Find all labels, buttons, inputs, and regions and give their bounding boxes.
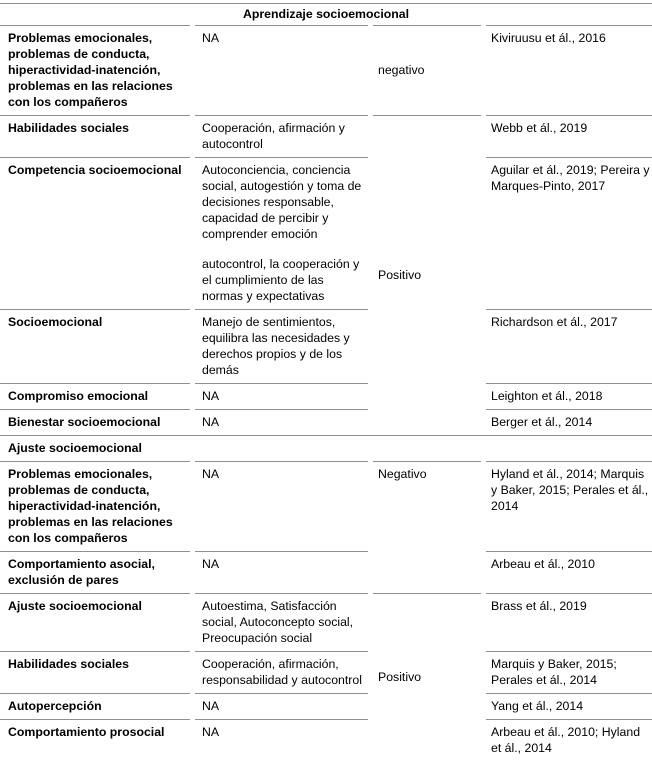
components-cell: Cooperación, afirmación, responsabilidad y autocontrol <box>195 651 368 693</box>
components-cell: Manejo de sentimientos, equilibra las necesidades y derechos propios y de los demás <box>195 309 368 383</box>
results-table <box>0 3 652 761</box>
components-paragraph-2: autocontrol, la cooperación y el cumplimiento de las normas y expectativas <box>202 257 360 303</box>
citation-cell: Webb et ál., 2019 <box>486 115 652 157</box>
direction-cell-negative-merged: Negativo <box>373 461 481 593</box>
citation-cell: Hyland et ál., 2014; Marquis y Baker, 2015; Perales et ál., 2014 <box>486 461 652 551</box>
components-cell: NA <box>195 693 368 719</box>
section-2-header: Ajuste socioemocional <box>0 435 652 461</box>
section-1-header: Aprendizaje socioemocional <box>0 3 652 25</box>
direction-cell-positive-merged: Positivo <box>373 115 481 435</box>
components-cell: NA <box>195 551 368 593</box>
direction-cell: negativo <box>373 25 481 115</box>
construct-cell: Problemas emocionales, problemas de conducta, hiperactividad-inatención, problemas en las relaciones con los compañeros <box>0 461 190 551</box>
construct-cell: Compromiso emocional <box>0 383 190 409</box>
citation-cell: Brass et ál., 2019 <box>486 593 652 651</box>
components-cell <box>195 157 368 309</box>
construct-cell: Bienestar socioemocional <box>0 409 190 435</box>
construct-cell: Habilidades sociales <box>0 651 190 693</box>
construct-cell: Problemas emocionales, problemas de conducta, hiperactividad-inatención, problemas en las relaciones con los compañeros <box>0 25 190 115</box>
construct-cell: Autopercepción <box>0 693 190 719</box>
components-cell: NA <box>195 461 368 551</box>
citation-cell: Richardson et ál., 2017 <box>486 309 652 383</box>
components-cell: NA <box>195 383 368 409</box>
construct-cell: Ajuste socioemocional <box>0 593 190 651</box>
components-cell: Cooperación, afirmación y autocontrol <box>195 115 368 157</box>
citation-cell: Leighton et ál., 2018 <box>486 383 652 409</box>
construct-cell: Habilidades sociales <box>0 115 190 157</box>
components-cell: NA <box>195 25 368 115</box>
construct-cell: Comportamiento asocial, exclusión de pares <box>0 551 190 593</box>
components-paragraph-1: Autoconciencia, conciencia social, autogestión y toma de decisiones responsable, capacidad de percibir y comprender emoción <box>202 163 362 241</box>
citation-cell: Aguilar et ál., 2019; Pereira y Marques-Pinto, 2017 <box>486 157 652 309</box>
construct-cell: Socioemocional <box>0 309 190 383</box>
components-cell: NA <box>195 409 368 435</box>
citation-cell: Kiviruusu et ál., 2016 <box>486 25 652 115</box>
components-cell: Autoestima, Satisfacción social, Autoconcepto social, Preocupación social <box>195 593 368 651</box>
direction-cell-positive-merged: Positivo <box>373 593 481 761</box>
citation-cell: Arbeau et ál., 2010 <box>486 551 652 593</box>
components-cell: NA <box>195 719 368 761</box>
citation-cell: Arbeau et ál., 2010; Hyland et ál., 2014 <box>486 719 652 761</box>
citation-cell: Berger et ál., 2014 <box>486 409 652 435</box>
citation-cell: Marquis y Baker, 2015; Perales et ál., 2014 <box>486 651 652 693</box>
citation-cell: Yang et ál., 2014 <box>486 693 652 719</box>
construct-cell: Comportamiento prosocial <box>0 719 190 761</box>
construct-cell: Competencia socioemocional <box>0 157 190 309</box>
